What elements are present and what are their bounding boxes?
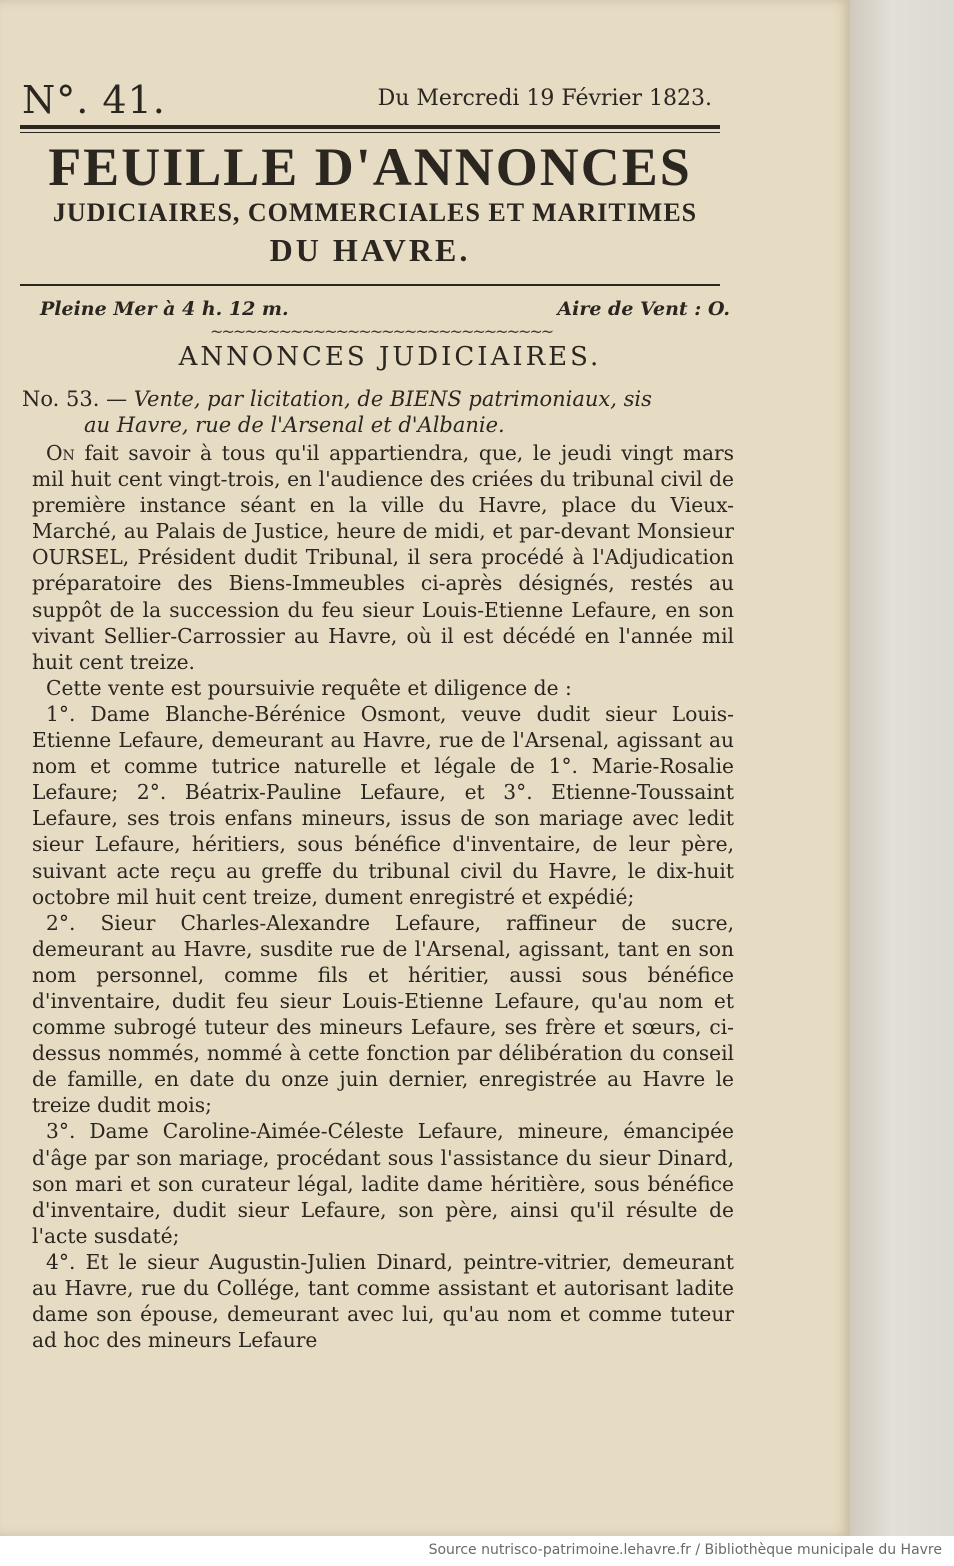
source-bar	[0, 1536, 954, 1566]
notice-paragraph	[32, 440, 734, 675]
high-tide: Pleine Mer à 4 h. 12 m.	[40, 298, 289, 320]
section-title: ANNONCES JUDICIAIRES.	[178, 342, 602, 372]
masthead-subtitle: JUDICIAIRES, COMMERCIALES ET MARITIMES	[52, 198, 698, 227]
masthead-title: FEUILLE D'ANNONCES	[48, 137, 692, 197]
notice-paragraph: 4°. Et le sieur Augustin-Julien Dinard, peintre-vitrier, demeurant au Havre, rue du Collége, tant comme assistant et autorisant ladite dame son épouse, demeurant avec lui, qu'au nom et comme tuteur ad hoc des mineurs Lefaure	[32, 1249, 734, 1353]
ornament-divider: ~~~~~~~~~~~~~~~~~~~~~~~~~~~~~~	[210, 322, 553, 341]
issue-number: N°. 41.	[22, 78, 166, 122]
notice-body	[32, 440, 734, 1353]
issue-date: Du Mercredi 19 Février 1823.	[377, 86, 712, 111]
source-credit: Source nutrisco-patrimoine.lehavre.fr / Bibliothèque municipale du Havre	[428, 1542, 942, 1558]
issue-header	[22, 78, 712, 122]
notice-paragraph-text: fait savoir à tous qu'il appartiendra, que, le jeudi vingt mars mil huit cent vingt-trois, en l'audience des criées du tribunal civil de première instance séant en la ville du Havre, place du Vieux-Marché, au Palais de Justice, heure de midi, et par-devant Monsieur OURSEL, Président dudit Tribunal, il sera procédé à l'Adjudication préparatoire des Biens-Immeubles ci-après désignés, restés au suppôt de la succession du feu sieur Louis-Etienne Lefaure, en son vivant Sellier-Carrossier au Havre, où il est décédé en l'année mil huit cent treize.	[32, 441, 734, 674]
page-edge	[850, 0, 954, 1536]
notice-number: No. 53. —	[22, 387, 128, 411]
notice-paragraph: 3°. Dame Caroline-Aimée-Céleste Lefaure, mineure, émancipée d'âge par son mariage, procédant sous l'assistance du sieur Dinard, son mari et son curateur légal, ladite dame héritière, sous bénéfice d'inventaire, dudit sieur Lefaure, son père, ainsi qu'il résulte de l'acte susdaté;	[32, 1119, 734, 1248]
wind-direction: Aire de Vent : O.	[557, 298, 730, 320]
notice-heading-line2: au Havre, rue de l'Arsenal et d'Albanie.	[84, 413, 505, 437]
header-rule-thick	[20, 125, 720, 129]
masthead-city: DU HAVRE.	[269, 232, 471, 268]
masthead-rule	[20, 284, 720, 286]
notice-paragraph: Cette vente est poursuivie requête et diligence de :	[46, 675, 572, 700]
notice-heading-line1: Vente, par licitation, de BIENS patrimoniaux, sis	[133, 387, 652, 411]
header-rule-thin	[20, 132, 720, 133]
notice-paragraph: 2°. Sieur Charles-Alexandre Lefaure, raffineur de sucre, demeurant au Havre, susdite rue de l'Arsenal, agissant, tant en son nom personnel, comme fils et héritier, aussi sous bénéfice d'inventaire, dudit feu sieur Louis-Etienne Lefaure, qu'au nom et comme subrogé tuteur des mineurs Lefaure, ses frère et sœurs, ci-dessus nommés, nommé à cette fonction par délibération du conseil de famille, en date du onze juin dernier, enregistrée au Havre le treize dudit mois;	[32, 910, 734, 1118]
notice-heading	[22, 386, 742, 438]
notice-first-word: On	[46, 441, 75, 465]
notice-paragraph: 1°. Dame Blanche-Bérénice Osmont, veuve dudit sieur Louis-Etienne Lefaure, demeurant au Havre, rue de l'Arsenal, agissant au nom et comme tutrice naturelle et légale de 1°. Marie-Rosalie Lefaure; 2°. Béatrix-Pauline Lefaure, et 3°. Etienne-Toussaint Lefaure, ses trois enfans mineurs, issus de son mariage avec ledit sieur Lefaure, héritiers, sous bénéfice d'inventaire, de leur père, suivant acte reçu au greffe du tribunal civil du Havre, le dix-huit octobre mil huit cent treize, dument enregistré et expédié;	[32, 701, 734, 909]
